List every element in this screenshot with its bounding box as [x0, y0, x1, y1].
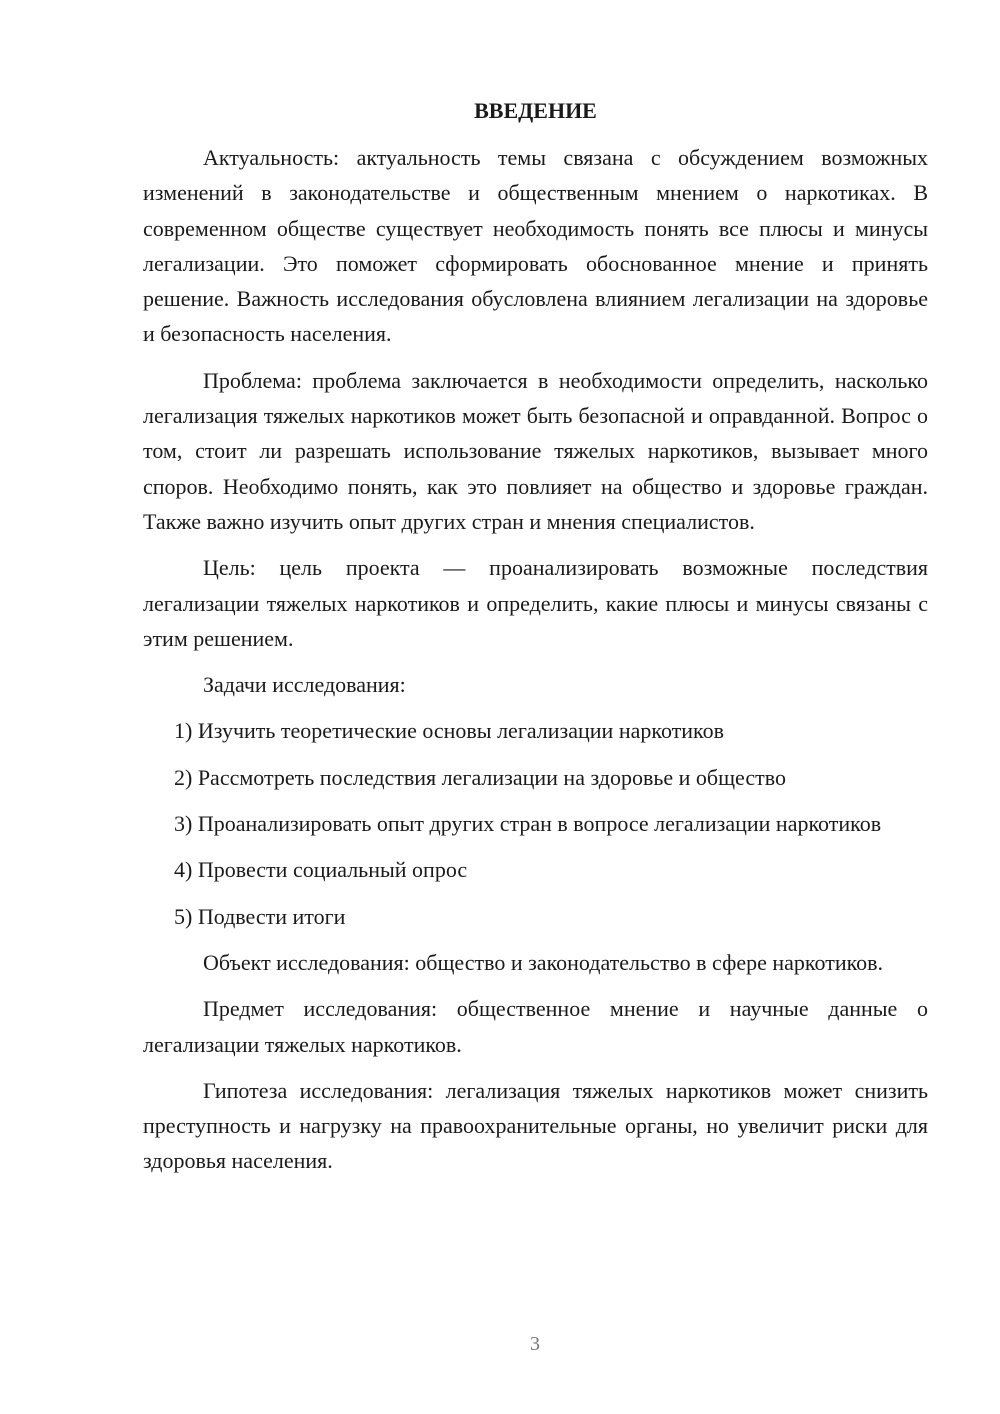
hypothesis-paragraph: Гипотеза исследования: легализация тяжелых наркотиков может снизить преступность и нагрузку на правоохранительные органы, но увеличит риски для здоровья населения.	[143, 1077, 928, 1174]
tasks-heading: Задачи исследования:	[203, 672, 406, 698]
page-number: 3	[530, 1333, 540, 1355]
task-item: 2) Рассмотреть последствия легализации на здоровье и общество	[174, 764, 786, 790]
subject-paragraph: Предмет исследования: общественное мнение и научные данные о легализации тяжелых наркотиков.	[143, 996, 928, 1057]
task-item: 1) Изучить теоретические основы легализации наркотиков	[174, 718, 724, 744]
problem-paragraph: Проблема: проблема заключается в необходимости определить, насколько легализация тяжелых наркотиков может быть безопасной и оправданной. Вопрос о том, стоит ли разрешать использование тяжелых наркотиков, вызывает много споров. Необходимо понять, как это повлияет на общество и здоровье граждан. Также важно изучить опыт других стран и мнения специалистов.	[143, 367, 928, 534]
task-item: 3) Проанализировать опыт других стран в вопросе легализации наркотиков	[174, 811, 882, 837]
document-page	[143, 93, 928, 1190]
task-item: 4) Провести социальный опрос	[174, 857, 468, 883]
relevance-paragraph: Актуальность: актуальность темы связана с обсуждением возможных изменений в законодательстве и общественным мнением о наркотиках. В современном обществе существует необходимость понять все плюсы и минусы легализации. Это поможет сформировать обоснованное мнение и принять решение. Важность исследования обусловлена влиянием легализации на здоровье и безопасность населения.	[143, 145, 928, 347]
task-item: 5) Подвести итоги	[174, 903, 346, 929]
goal-paragraph: Цель: цель проекта — проанализировать возможные последствия легализации тяжелых наркотиков и определить, какие плюсы и минусы связаны с этим решением.	[143, 555, 928, 651]
object-paragraph: Объект исследования: общество и законодательство в сфере наркотиков.	[203, 949, 884, 975]
page-title: ВВЕДЕНИЕ	[474, 98, 597, 123]
